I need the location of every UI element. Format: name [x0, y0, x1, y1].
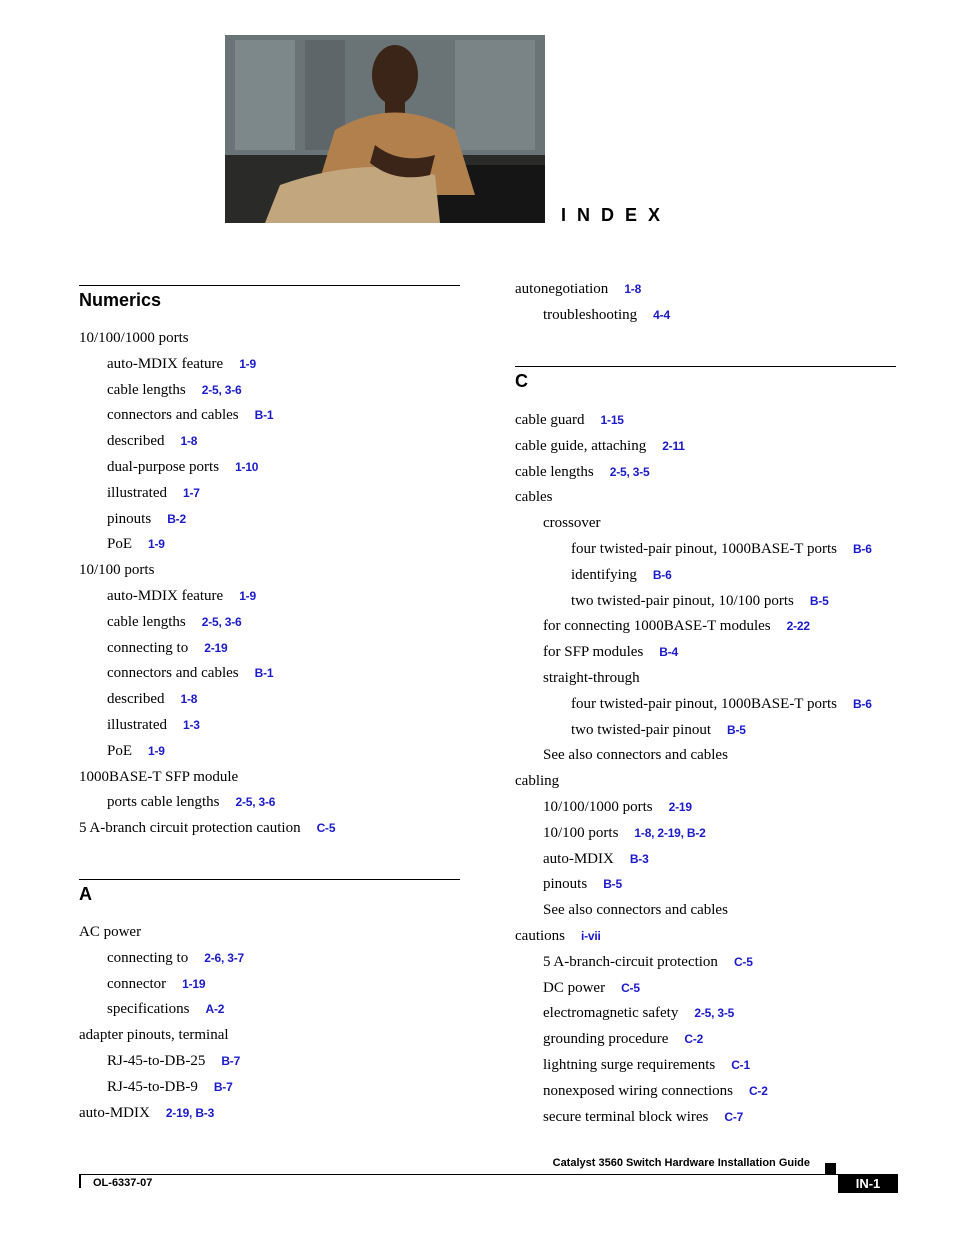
index-heading-entry — [515, 488, 552, 506]
guide-title: Catalyst 3560 Switch Hardware Installation Guide — [552, 1157, 810, 1169]
index-term: cautions — [515, 928, 565, 944]
person-photo-illustration — [225, 35, 545, 223]
index-term: autonegotiation — [515, 281, 609, 297]
index-entry — [107, 355, 256, 373]
index-heading-entry — [79, 923, 141, 941]
index-term: connector — [107, 975, 167, 992]
index-term: RJ-45-to-DB-25 — [107, 1053, 206, 1069]
index-term: PoE — [107, 536, 133, 553]
index-term: grounding procedure — [543, 1031, 669, 1048]
page-reference-link[interactable]: 2-5, 3-6 — [201, 382, 242, 397]
page-reference-link[interactable]: B-5 — [726, 722, 746, 737]
index-term: identifying — [571, 566, 637, 583]
index-term: four twisted-pair pinout, 1000BASE-T ports — [571, 541, 837, 557]
index-entry — [515, 437, 685, 455]
index-term: 10/100 ports — [543, 824, 619, 841]
page-reference-link[interactable]: 1-9 — [148, 537, 165, 552]
index-heading-entry — [543, 669, 640, 687]
index-section — [79, 285, 460, 311]
index-term: 5 A-branch circuit protection caution — [79, 820, 301, 837]
index-term: specifications — [107, 1001, 190, 1018]
page-reference-link[interactable]: 1-15 — [600, 413, 624, 427]
page-reference-link[interactable]: 1-9 — [148, 743, 165, 758]
index-title: INDEX — [561, 205, 672, 225]
index-term: dual-purpose ports — [107, 459, 220, 475]
index-entry — [543, 824, 706, 842]
index-entry — [543, 617, 810, 635]
index-term: two twisted-pair pinout, 10/100 ports — [571, 592, 794, 609]
page-reference-link[interactable]: 2-19 — [204, 640, 228, 655]
index-entry — [571, 592, 829, 610]
index-term: two twisted-pair pinout — [571, 721, 711, 738]
page-reference-link[interactable]: 2-6, 3-7 — [204, 950, 244, 965]
index-term: pinouts — [543, 876, 588, 893]
page-reference-link[interactable]: B-1 — [254, 408, 274, 423]
page-reference-link[interactable]: B-1 — [254, 666, 274, 681]
page-reference-link[interactable]: 1-9 — [239, 589, 256, 603]
index-heading-entry — [79, 1026, 229, 1044]
index-term: PoE — [107, 742, 133, 759]
index-entry — [543, 979, 640, 997]
page-reference-link[interactable]: B-5 — [809, 593, 829, 608]
index-term: cable guard — [515, 412, 585, 428]
page-reference-link[interactable]: B-2 — [167, 511, 186, 526]
index-term: pinouts — [107, 510, 152, 527]
index-term: four twisted-pair pinout, 1000BASE-T ports — [571, 695, 837, 712]
page-reference-link[interactable]: B-7 — [221, 1054, 241, 1068]
index-heading-entry — [543, 746, 728, 764]
index-term: secure terminal block wires — [543, 1108, 709, 1125]
index-term: cable lengths — [107, 381, 186, 398]
index-entry — [543, 1030, 703, 1048]
index-term: auto-MDIX — [543, 850, 614, 867]
index-term: auto-MDIX feature — [107, 588, 224, 604]
page-reference-link[interactable]: 1-8, 2-19, B-2 — [634, 825, 706, 840]
page-reference-link[interactable]: 1-3 — [183, 718, 200, 732]
index-entry — [107, 381, 242, 399]
index-heading-entry — [515, 772, 559, 790]
index-entry — [107, 613, 242, 631]
index-entry — [543, 1082, 768, 1100]
page-reference-link[interactable]: 2-19 — [668, 800, 692, 814]
page-reference-link[interactable]: 2-5, 3-5 — [609, 464, 650, 479]
index-term: lightning surge requirements — [543, 1057, 716, 1073]
index-entry — [107, 742, 165, 760]
index-term: See also connectors and cables — [543, 902, 728, 919]
section-rule — [79, 285, 460, 286]
index-term: auto-MDIX feature — [107, 355, 224, 372]
index-term: illustrated — [107, 484, 167, 501]
index-term: connecting to — [107, 949, 189, 966]
page-reference-link[interactable]: C-2 — [748, 1083, 768, 1098]
index-entry — [107, 1000, 224, 1018]
index-term: adapter pinouts, terminal — [79, 1027, 229, 1044]
index-entry — [107, 458, 258, 476]
page-reference-link[interactable]: A-2 — [205, 1002, 225, 1017]
index-entry — [515, 280, 641, 298]
page-reference-link[interactable]: B-6 — [852, 696, 872, 711]
page-reference-link[interactable]: C-2 — [684, 1032, 704, 1047]
index-term: for SFP modules — [543, 644, 644, 661]
page-reference-link[interactable]: 1-8 — [180, 434, 198, 449]
footer-rule — [79, 1174, 898, 1175]
index-entry — [515, 411, 624, 429]
index-term: auto-MDIX — [79, 1104, 150, 1121]
index-entry — [107, 535, 165, 553]
index-entry — [107, 510, 186, 528]
header-photo — [225, 35, 545, 223]
page-reference-link[interactable]: B-5 — [603, 877, 622, 892]
index-entry — [543, 1004, 734, 1022]
index-term: 1000BASE-T SFP module — [79, 768, 239, 785]
index-entry — [107, 793, 275, 811]
index-term: described — [107, 691, 165, 708]
section-heading: Numerics — [79, 290, 162, 310]
index-entry — [571, 721, 746, 739]
index-entry — [515, 927, 601, 945]
index-heading-entry — [79, 329, 189, 347]
index-term: crossover — [543, 515, 601, 532]
page-reference-link[interactable]: 4-4 — [653, 307, 670, 322]
index-entry — [79, 819, 335, 837]
doc-number: OL-6337-07 — [93, 1177, 153, 1189]
index-term: 10/100 ports — [79, 562, 155, 579]
index-term: DC power — [543, 979, 606, 996]
index-entry — [571, 540, 872, 558]
index-term: nonexposed wiring connections — [543, 1082, 733, 1099]
index-heading-entry — [543, 514, 600, 532]
footer-marker — [825, 1163, 836, 1174]
index-entry — [107, 975, 205, 993]
index-term: 10/100/1000 ports — [79, 330, 189, 346]
page-reference-link[interactable]: C-5 — [316, 821, 336, 836]
index-entry — [107, 716, 200, 734]
page-reference-link[interactable]: 1-19 — [182, 976, 206, 991]
index-entry — [543, 643, 678, 661]
index-entry — [515, 463, 650, 481]
index-term: cables — [515, 489, 553, 506]
page-reference-link[interactable]: C-5 — [733, 954, 753, 969]
page-reference-link[interactable]: 1-10 — [235, 460, 259, 474]
index-term: connectors and cables — [107, 665, 239, 682]
page-reference-link[interactable]: C-5 — [621, 980, 640, 995]
page-reference-link[interactable]: 2-11 — [662, 438, 685, 453]
index-entry — [543, 1108, 743, 1126]
page-reference-link[interactable]: i-vii — [581, 929, 601, 943]
page-number: IN-1 — [838, 1174, 898, 1193]
index-entry — [107, 949, 244, 967]
index-term: cable guide, attaching — [515, 437, 647, 454]
index-entry — [543, 1056, 750, 1074]
index-term: described — [107, 433, 165, 450]
index-term: illustrated — [107, 717, 167, 733]
index-heading-entry — [79, 768, 238, 786]
page-reference-link[interactable]: C-1 — [731, 1058, 750, 1072]
page-reference-link[interactable]: 1-9 — [239, 356, 256, 371]
page-reference-link[interactable]: 2-5, 3-6 — [201, 614, 242, 629]
section-rule — [79, 879, 460, 880]
page-reference-link[interactable]: 2-5, 3-6 — [235, 795, 276, 810]
index-entry — [571, 695, 872, 713]
index-term: electromagnetic safety — [543, 1005, 679, 1022]
section-heading: A — [79, 884, 92, 904]
index-term: RJ-45-to-DB-9 — [107, 1078, 198, 1095]
index-entry — [571, 566, 672, 584]
index-term: connectors and cables — [107, 407, 239, 424]
page-reference-link[interactable]: 1-8 — [624, 282, 642, 296]
index-entry — [543, 798, 692, 816]
index-term: See also connectors and cables — [543, 747, 728, 764]
index-entry — [543, 875, 622, 893]
index-term: cable lengths — [107, 613, 186, 630]
page-reference-link[interactable]: B-4 — [659, 645, 679, 660]
index-term: cable lengths — [515, 463, 594, 480]
index-entry — [107, 1078, 233, 1096]
index-term: straight-through — [543, 670, 640, 686]
index-entry — [107, 690, 197, 708]
section-rule — [515, 366, 896, 367]
index-entry — [107, 639, 227, 657]
index-heading-entry — [79, 561, 154, 579]
page-reference-link[interactable]: C-7 — [724, 1109, 744, 1124]
page-reference-link[interactable]: B-3 — [629, 851, 649, 866]
index-section — [79, 879, 460, 905]
index-term: for connecting 1000BASE-T modules — [543, 618, 771, 635]
index-term: 5 A-branch-circuit protection — [543, 953, 718, 970]
page-reference-link[interactable]: 2-22 — [786, 619, 810, 634]
index-entry — [107, 664, 273, 682]
index-entry — [107, 587, 256, 605]
index-term: 10/100/1000 ports — [543, 799, 653, 815]
index-entry — [107, 432, 197, 450]
page-reference-link[interactable]: 1-7 — [183, 485, 200, 500]
index-term: troubleshooting — [543, 306, 638, 323]
index-entry — [543, 953, 753, 971]
page-reference-link[interactable]: 2-5, 3-5 — [694, 1006, 735, 1021]
index-term: AC power — [79, 924, 142, 940]
index-section — [515, 366, 896, 392]
page-reference-link[interactable]: B-6 — [652, 567, 672, 582]
index-heading-entry — [543, 901, 728, 919]
page-reference-link[interactable]: B-6 — [852, 542, 872, 556]
index-entry — [543, 850, 649, 868]
section-heading: C — [515, 371, 528, 391]
index-entry — [79, 1104, 214, 1122]
index-entry — [107, 406, 273, 424]
page-reference-link[interactable]: 2-19, B-3 — [165, 1105, 215, 1120]
index-entry — [107, 484, 200, 502]
index-term: cabling — [515, 773, 560, 790]
page-reference-link[interactable]: B-7 — [213, 1079, 233, 1094]
footer-tick — [79, 1174, 81, 1188]
index-term: connecting to — [107, 639, 189, 656]
index-entry — [543, 306, 670, 324]
index-entry — [107, 1052, 240, 1070]
index-term: ports cable lengths — [107, 794, 220, 811]
page-reference-link[interactable]: 1-8 — [180, 692, 198, 707]
